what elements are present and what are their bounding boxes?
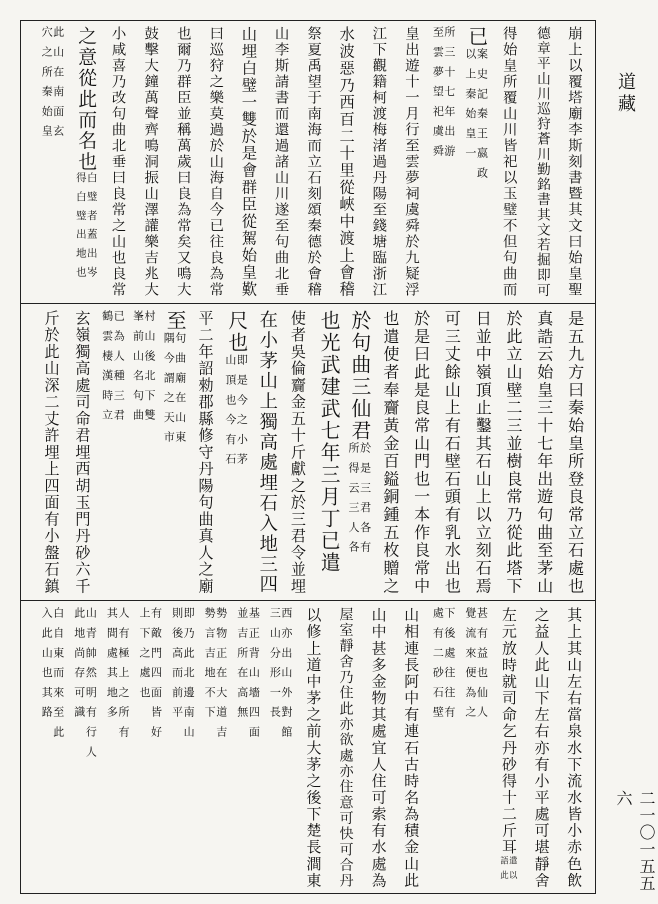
text-column — [460, 26, 493, 298]
text-column — [97, 310, 128, 595]
main-text: 得始皇所覆山川皆祀以玉璧不但句曲而 — [500, 26, 517, 298]
main-text: 崩上以覆塔廟李斯刻書暨其文曰始皇聖 — [565, 26, 582, 298]
commentary-note — [73, 607, 96, 765]
text-column — [557, 607, 590, 889]
main-text: 德章平山川巡狩蒼川勤銘書其文若掘即可 — [533, 26, 550, 298]
commentary-line: 上下之處也 — [137, 607, 151, 706]
text-column — [134, 607, 167, 889]
text-column — [36, 310, 67, 595]
text-column — [525, 26, 558, 298]
main-text: 使者吳倫齎金五十斤獻之於三君令並埋 — [288, 310, 307, 595]
commentary-line: 已為人種三君 — [112, 310, 126, 429]
text-column — [467, 310, 498, 595]
commentary-note — [500, 856, 517, 886]
commentary-line: 三山分形一長 — [268, 607, 282, 726]
commentary-line: 甚有益也仙人 — [475, 607, 489, 726]
text-column — [282, 310, 313, 595]
text-column — [559, 310, 590, 595]
text-column — [101, 26, 134, 298]
commentary-line: 句曲廟在山東 — [173, 332, 187, 451]
commentary-note — [432, 26, 455, 165]
section-divider-lower — [20, 600, 596, 601]
commentary-note — [101, 310, 124, 429]
text-column — [36, 607, 69, 889]
commentary-note — [464, 607, 487, 726]
text-column — [557, 26, 590, 298]
main-text: 於句曲三仙君 — [347, 310, 371, 442]
commentary-note — [464, 48, 487, 187]
commentary-line: 至雲夢望祀虞舜 — [431, 26, 445, 165]
main-text: 斤於此山深二丈許埋上四面有小盤石鎮 — [42, 310, 61, 595]
text-column — [199, 607, 232, 889]
commentary-note — [132, 310, 155, 429]
text-block-top — [34, 26, 590, 298]
main-text: 在小茅山上獨高處埋石入地三四 — [256, 310, 278, 595]
main-text: 江下觀籍柯渡梅渚過丹陽至錢塘臨浙江 — [370, 26, 387, 298]
commentary-line: 山頂也今有石 — [223, 353, 237, 473]
commentary-note — [347, 442, 370, 561]
commentary-line: 鶴雲棲漢時立 — [100, 310, 114, 429]
text-column — [297, 26, 330, 298]
main-text: 屋室靜舍乃住此亦欲處亦住意可快可合丹 — [337, 607, 354, 889]
commentary-line: 白璧者蓋出岑 — [84, 172, 97, 286]
commentary-note — [41, 607, 64, 746]
text-column — [329, 607, 362, 889]
text-column — [166, 607, 199, 889]
text-column — [460, 607, 493, 889]
main-text: 左元放時就司命乞丹砂得十二斤耳 — [499, 607, 518, 856]
main-text: 其上其山左右當泉水下流水皆小赤色飲 — [565, 607, 584, 889]
commentary-line: 勢物正在大道吉 — [214, 607, 228, 746]
main-text: 祭夏禹望于南海而立石刻頌秦德於會稽 — [305, 26, 322, 298]
text-column — [231, 26, 264, 298]
commentary-note — [171, 607, 194, 746]
commentary-line: 此地尚存可識 — [72, 607, 86, 726]
text-column — [69, 26, 102, 298]
commentary-note — [74, 172, 96, 285]
text-column — [199, 26, 232, 298]
text-column — [134, 26, 167, 298]
text-column — [190, 310, 221, 595]
text-column — [231, 607, 264, 889]
commentary-line: 西亦出山外對館 — [279, 607, 293, 746]
main-text: 之益人此山下左右亦有小平處可堪靜舍 — [532, 607, 551, 889]
text-column — [69, 607, 102, 889]
text-column — [436, 310, 467, 595]
main-text: 尺也 — [224, 310, 248, 354]
main-text: 玄嶺獨高處司命君埋西胡玉門丹砂六千 — [73, 310, 92, 595]
main-text: 也爾乃群臣並稱萬歲曰良為常矣又鳴大 — [174, 26, 191, 298]
commentary-line: 下後處往往有 — [442, 607, 456, 726]
main-text: 之意從此而名也 — [75, 26, 97, 173]
text-column — [264, 26, 297, 298]
commentary-line: 則後高而前平 — [170, 607, 184, 726]
text-column — [492, 607, 525, 889]
commentary-note — [224, 354, 247, 473]
text-column — [362, 607, 395, 889]
commentary-line: 於是三君各有 — [358, 441, 372, 561]
commentary-line: 基正背山墻四面 — [247, 607, 261, 746]
commentary-line: 案史記秦王嬴政 — [475, 48, 489, 187]
text-column — [159, 310, 190, 595]
text-column — [128, 310, 159, 595]
main-text: 山中甚多金物其處宜人住可索有水處為 — [369, 607, 388, 889]
text-column — [329, 26, 362, 298]
commentary-line: 所三十七年出游 — [442, 26, 456, 165]
commentary-line: 得白璧出地也 — [73, 172, 86, 286]
main-text: 也遣使者奉齎黃金百鎰銅鍾五枚贈之 — [380, 310, 400, 595]
commentary-note — [138, 607, 161, 746]
commentary-note — [106, 607, 129, 746]
commentary-line: 村山後北下雙 — [142, 310, 156, 429]
commentary-line: 入此山也其路 — [40, 607, 54, 726]
text-column — [36, 26, 69, 298]
page-number: 二一〇一五五六 — [614, 790, 656, 892]
main-text: 山埋白璧一雙於是會群臣從駕始皇歎 — [239, 26, 258, 298]
text-column — [344, 310, 375, 595]
commentary-note — [163, 332, 186, 451]
text-block-middle — [34, 310, 590, 595]
main-text: 平二年詔勑郡縣修守丹陽句曲真人之廟 — [196, 310, 215, 595]
main-text: 山李斯請書而還過諸山川遂至句曲北垂 — [272, 26, 289, 298]
commentary-line: 其間處其地多 — [105, 607, 119, 726]
text-column — [498, 310, 529, 595]
text-column — [101, 607, 134, 889]
commentary-line: 即是今之小茅 — [235, 353, 249, 473]
text-column — [264, 607, 297, 889]
main-text: 至 — [163, 310, 187, 332]
text-column — [405, 310, 436, 595]
main-text: 於此立山壁二三並樹良常乃從此塔下 — [504, 310, 524, 595]
main-text: 以修上道中茅之前大茅之後下楚長澗東 — [304, 607, 323, 889]
main-text: 也光武建武七年三月丁已遣 — [317, 310, 341, 574]
main-text: 已 — [464, 26, 488, 48]
main-text: 真誥云始皇三十七年出遊句曲至茅山 — [534, 310, 554, 595]
commentary-line: 峯前山名句曲 — [131, 310, 145, 429]
commentary-note — [269, 607, 292, 746]
commentary-line: 穴之所秦始皇 — [40, 26, 54, 145]
text-column — [394, 26, 427, 298]
text-column — [166, 26, 199, 298]
main-text: 小咸喜乃改句曲北垂曰良常之山也良常 — [109, 26, 126, 298]
commentary-line: 遣以 — [508, 855, 519, 886]
commentary-line: 並吉所在高無 — [235, 607, 249, 726]
commentary-line: 山青帥然明有行人 — [84, 607, 98, 766]
commentary-line: 所得云三人各 — [347, 441, 361, 561]
commentary-line: 即乃此北邊南山 — [182, 607, 196, 746]
commentary-note — [432, 607, 455, 726]
commentary-note — [41, 26, 64, 145]
commentary-note — [204, 607, 227, 746]
collection-title: 道藏 — [615, 72, 636, 116]
text-column — [66, 310, 97, 595]
main-text: 可三丈餘山上有石壁石頭有乳水出也 — [442, 310, 462, 595]
text-column — [427, 26, 460, 298]
commentary-line: 此山在南面玄 — [51, 26, 65, 145]
commentary-line: 覺流來便為之 — [463, 607, 477, 726]
text-column — [394, 607, 427, 889]
commentary-note — [236, 607, 259, 746]
text-column — [220, 310, 251, 595]
commentary-line: 勢言吉地不下 — [203, 607, 217, 726]
main-text: 是五九方曰秦始皇所登良常立石處也 — [565, 310, 585, 595]
main-text: 日並中嶺頂止鑿其石山上以立刻石焉 — [473, 310, 493, 595]
text-column — [525, 607, 558, 889]
text-column — [528, 310, 559, 595]
text-column — [492, 26, 525, 298]
commentary-line: 隅今謂之天市 — [162, 332, 176, 451]
text-column — [297, 607, 330, 889]
commentary-line: 語此 — [499, 855, 510, 886]
text-column — [427, 607, 460, 889]
commentary-line: 以上秦始皇一 — [463, 48, 477, 167]
main-text: 水波惡乃西百二十里從峽中渡上會稽 — [337, 26, 356, 298]
text-column — [251, 310, 282, 595]
text-column — [374, 310, 405, 595]
main-text: 山相連長阿中有連石古時名為積金山此 — [402, 607, 421, 889]
commentary-line: 處有二砂石壁 — [431, 607, 445, 726]
text-column — [313, 310, 344, 595]
commentary-line: 人有極上之所有 — [116, 607, 130, 746]
text-block-bottom — [34, 607, 590, 889]
main-text: 皇出遊十一月行至雲夢祠虞舜於九疑浮 — [402, 26, 419, 298]
text-column — [362, 26, 395, 298]
main-text: 鼓擊大鐘萬聲齊鳴洞振山澤讙樂吉兆大 — [142, 26, 159, 298]
section-divider-upper — [20, 303, 596, 304]
commentary-line: 有敵門四面皆好 — [149, 607, 163, 746]
commentary-line: 白自東而來至此 — [51, 607, 65, 746]
main-text: 曰巡狩之樂莫過於山海自今已往良為常 — [207, 26, 224, 298]
main-text: 於是曰此是良常山門也一本作良常中 — [411, 310, 431, 595]
